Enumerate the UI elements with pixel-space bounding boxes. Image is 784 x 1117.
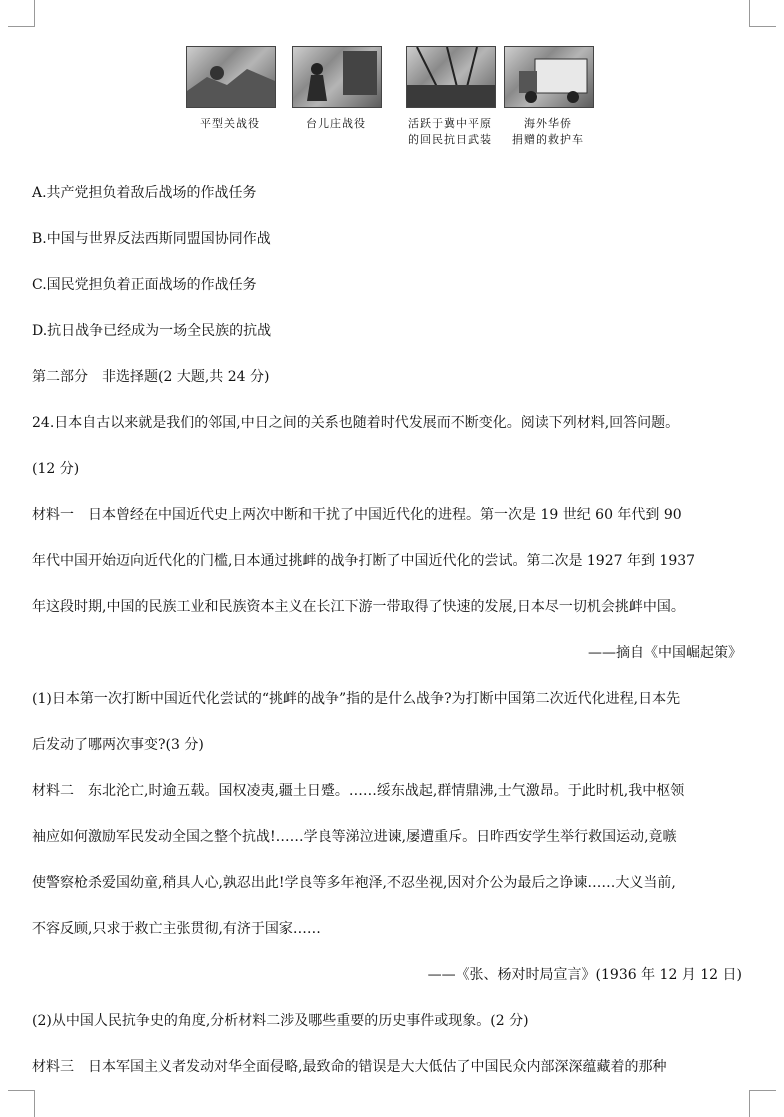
document-body xyxy=(32,170,742,1090)
ambulance-photo-icon xyxy=(504,46,594,108)
crop-mark-bottom-left xyxy=(8,1090,35,1117)
sub-question-1: 后发动了哪两次事变?(3 分) xyxy=(32,737,204,753)
option-a: A.共产党担负着敌后战场的作战任务 xyxy=(32,185,257,201)
material-2-text: 材料二 东北沦亡,时逾五载。国权凌夷,疆土日蹙。……绥东战起,群情鼎沸,士气激昂。于此时机,我中枢领 xyxy=(32,783,685,799)
option-c: C.国民党担负着正面战场的作战任务 xyxy=(32,277,257,293)
photo-caption: 海外华侨 捐赠的救护车 xyxy=(512,117,584,146)
photo-taierzhuang xyxy=(292,46,380,132)
material-1-text: 年这段时期,中国的民族工业和民族资本主义在长江下游一带取得了快速的发展,日本尽一切机会挑衅中国。 xyxy=(32,599,685,615)
photo-hui-militia xyxy=(406,46,494,148)
photo-caption: 活跃于冀中平原 的回民抗日武装 xyxy=(408,117,492,146)
section-title: 第二部分 非选择题(2 大题,共 24 分) xyxy=(32,369,270,385)
sub-question-1: (1)日本第一次打断中国近代化尝试的“挑衅的战争”指的是什么战争?为打断中国第二次近代化进程,日本先 xyxy=(32,691,681,707)
material-1-source: ——摘自《中国崛起策》 xyxy=(588,645,742,661)
question-24-score: (12 分) xyxy=(32,461,80,477)
battle-photo-icon xyxy=(292,46,382,108)
material-2-text: 袖应如何激励军民发动全国之整个抗战!……学良等涕泣进谏,屡遭重斥。日昨西安学生举行救国运动,竟嗾 xyxy=(32,829,677,845)
troops-photo-icon xyxy=(406,46,496,108)
photo-caption: 平型关战役 xyxy=(200,117,260,130)
option-b: B.中国与世界反法西斯同盟国协同作战 xyxy=(32,231,271,247)
option-d: D.抗日战争已经成为一场全民族的抗战 xyxy=(32,323,272,339)
photo-ambulance xyxy=(504,46,592,148)
material-2-source: ——《张、杨对时局宣言》(1936 年 12 月 12 日) xyxy=(427,967,742,983)
material-1-text: 材料一 日本曾经在中国近代史上两次中断和干扰了中国近代化的进程。第一次是 19 世纪 60 年代到 90 xyxy=(32,507,682,523)
photo-caption: 台儿庄战役 xyxy=(306,117,366,130)
material-2-text: 不容反顾,只求于救亡主张贯彻,有济于国家…… xyxy=(32,921,321,937)
crop-mark-bottom-right xyxy=(749,1090,776,1117)
material-2-text: 使警察枪杀爱国幼童,稍具人心,孰忍出此!学良等多年袍泽,不忍坐视,因对介公为最后之诤谏……大义当前, xyxy=(32,875,676,891)
crop-mark-top-left xyxy=(8,0,35,27)
material-1-text: 年代中国开始迈向近代化的门槛,日本通过挑衅的战争打断了中国近代化的尝试。第二次是 1927 年到 1937 xyxy=(32,553,696,569)
battle-photo-icon xyxy=(186,46,276,108)
sub-question-2: (2)从中国人民抗争史的角度,分析材料二涉及哪些重要的历史事件或现象。(2 分) xyxy=(32,1013,529,1029)
crop-mark-top-right xyxy=(749,0,776,27)
material-3-text: 材料三 日本军国主义者发动对华全面侵略,最致命的错误是大大低估了中国民众内部深深蕴藏着的那种 xyxy=(32,1059,667,1075)
photo-pingxingguan xyxy=(186,46,274,132)
photo-strip xyxy=(186,46,596,156)
question-24-stem: 24.日本自古以来就是我们的邻国,中日之间的关系也随着时代发展而不断变化。阅读下列材料,回答问题。 xyxy=(32,415,680,431)
